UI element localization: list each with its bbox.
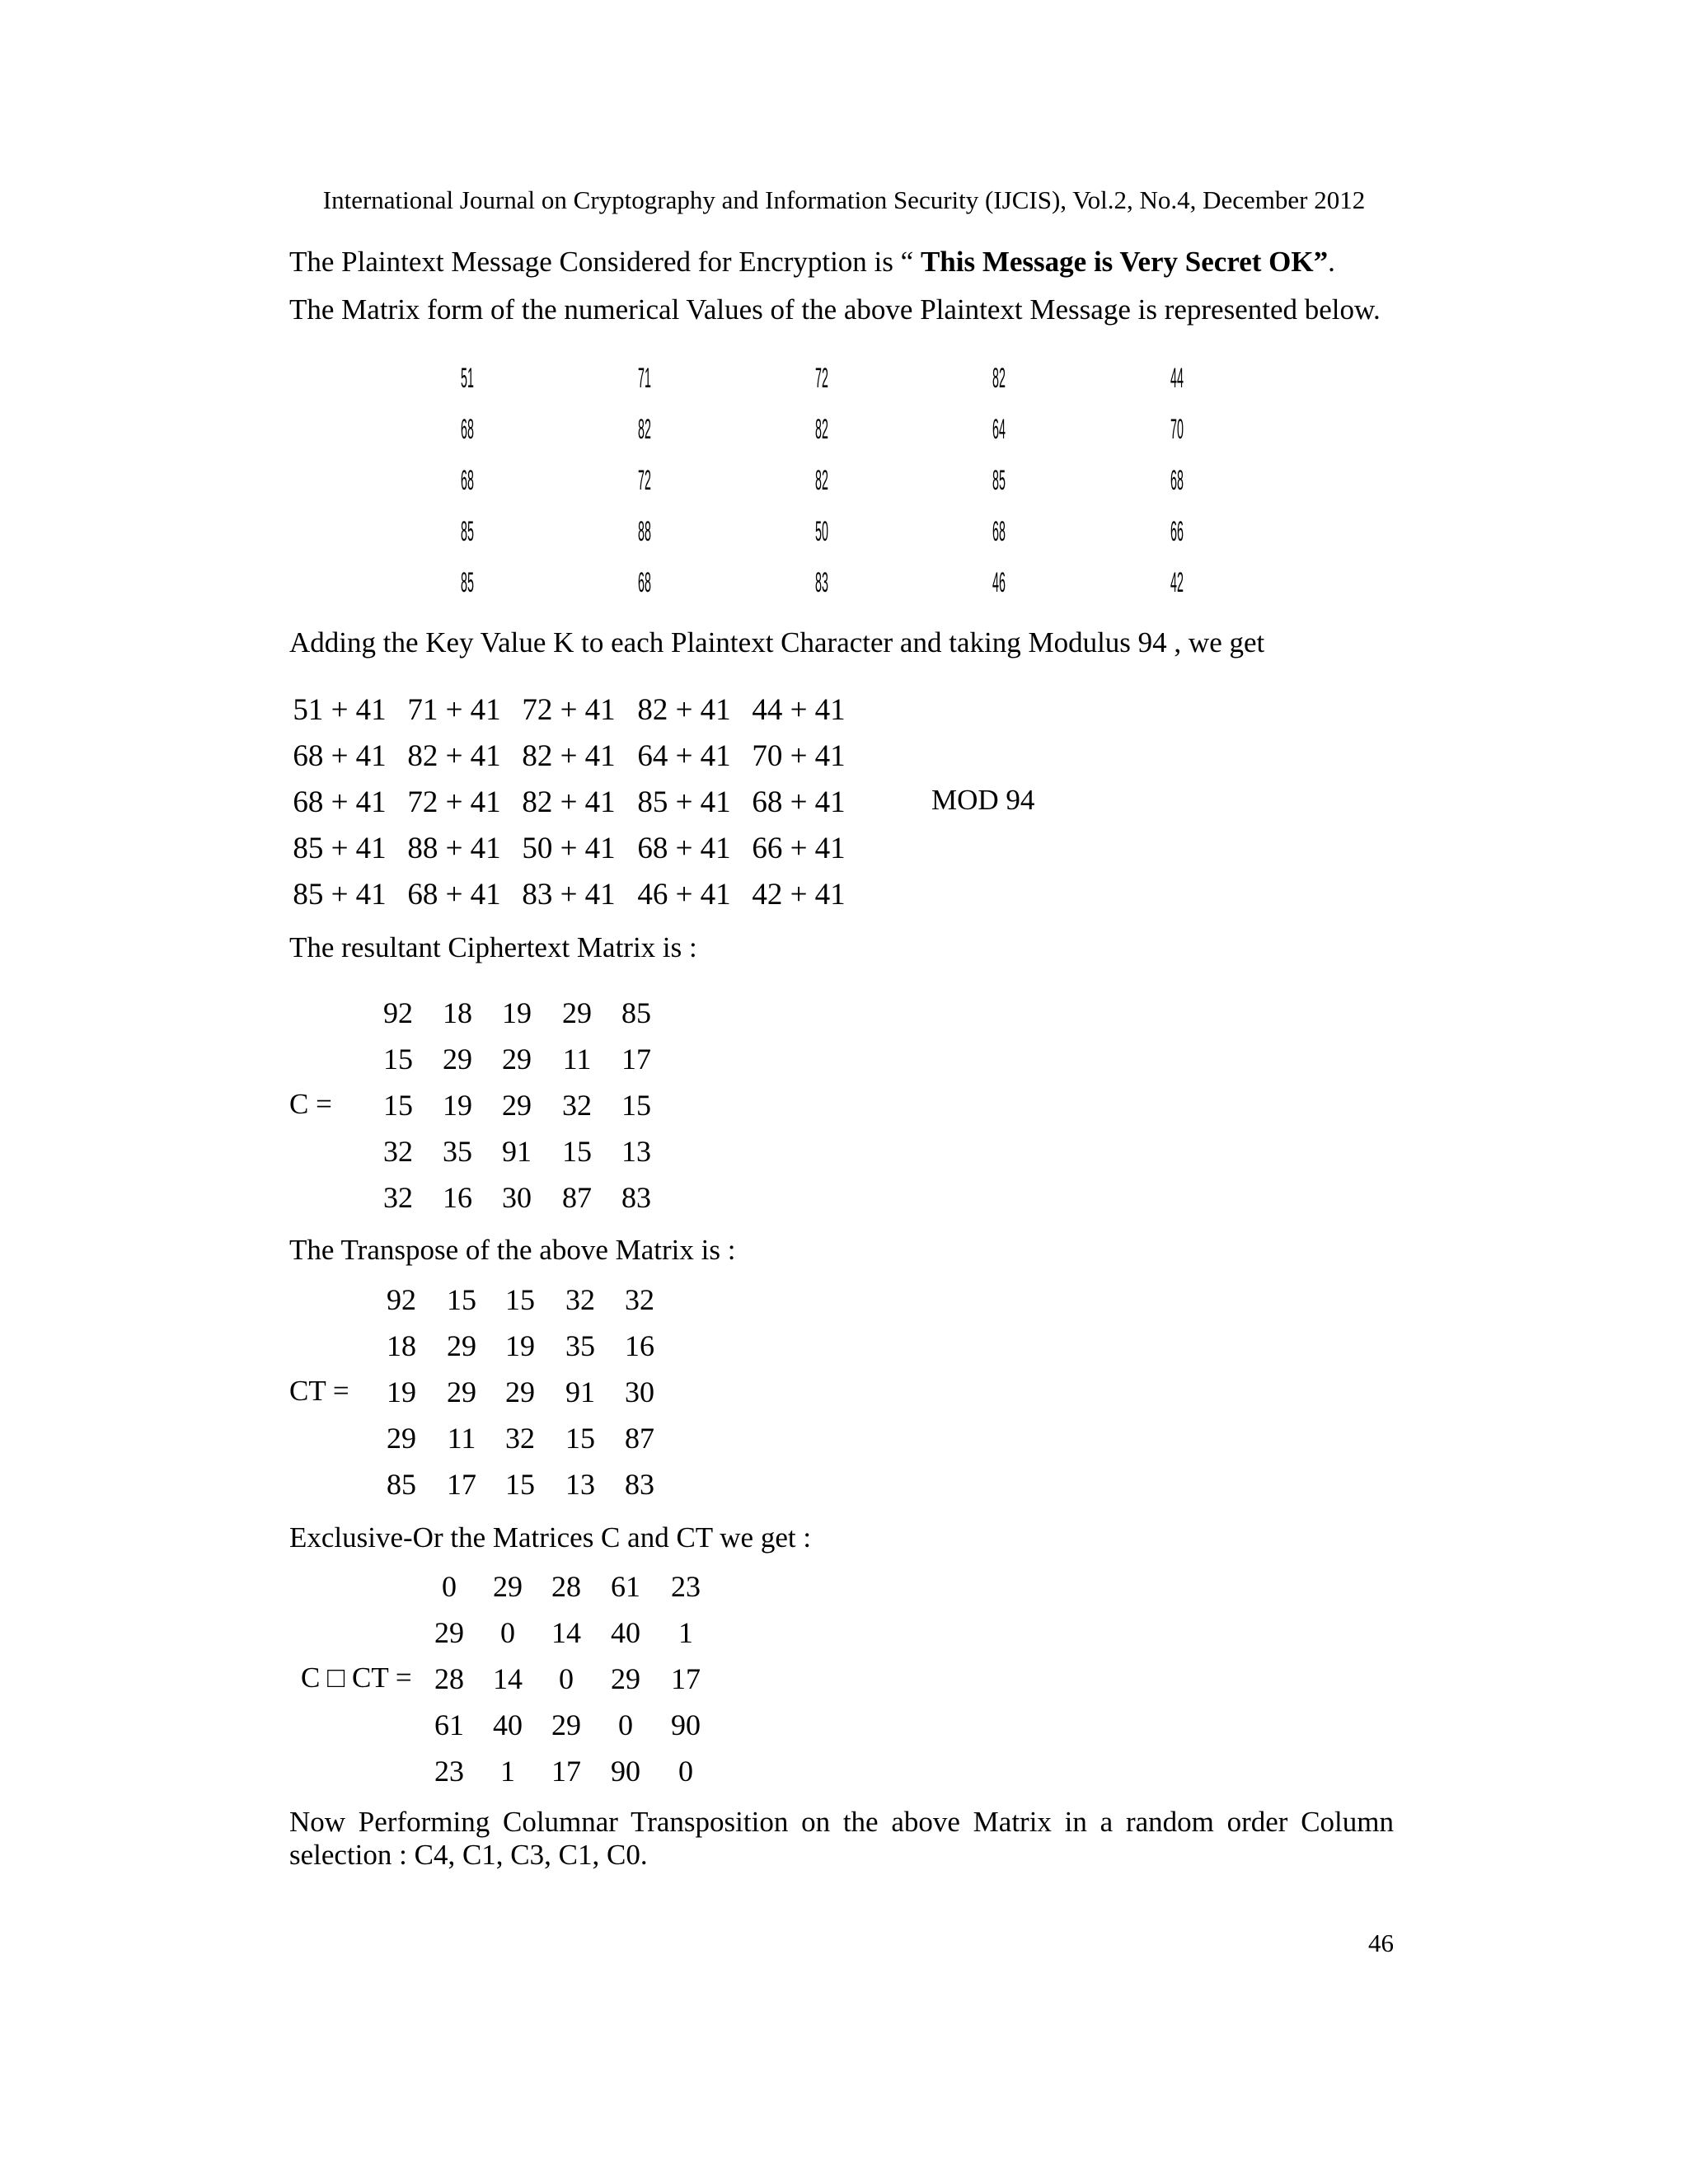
addition-matrix-cell: 44 + 41 bbox=[752, 693, 846, 727]
ciphertext-matrix-cell: 85 bbox=[621, 996, 651, 1029]
xor-matrix-cell: 29 bbox=[434, 1616, 464, 1649]
plaintext-matrix-cell: 44 bbox=[1170, 363, 1184, 394]
plaintext-matrix-cell: 66 bbox=[1170, 516, 1184, 547]
xor-matrix-cell: 29 bbox=[493, 1570, 523, 1603]
running-header: International Journal on Cryptography and Information Security (IJCIS), Vol.2, No.4, December 2012 bbox=[322, 185, 1366, 214]
transpose-matrix-cell: 35 bbox=[565, 1329, 595, 1362]
addition-matrix-cell: 82 + 41 bbox=[522, 739, 616, 773]
xor-label: C □ CT = bbox=[301, 1661, 412, 1694]
addition-matrix-cell: 82 + 41 bbox=[522, 785, 616, 819]
ciphertext-matrix-cell: 15 bbox=[383, 1089, 413, 1122]
xor-matrix-cell: 29 bbox=[611, 1662, 640, 1695]
xor-matrix-cell: 23 bbox=[671, 1570, 701, 1603]
addition-matrix-cell: 64 + 41 bbox=[637, 739, 731, 773]
addition-matrix-cell: 68 + 41 bbox=[637, 832, 731, 865]
ciphertext-matrix-cell: 87 bbox=[562, 1181, 592, 1214]
addition-matrix-cell: 83 + 41 bbox=[522, 878, 616, 912]
xor-matrix-cell: 23 bbox=[434, 1755, 464, 1788]
ciphertext-matrix-cell: 29 bbox=[502, 1043, 532, 1076]
plaintext-matrix-cell: 82 bbox=[638, 414, 651, 445]
plaintext-matrix-cell: 85 bbox=[461, 516, 474, 547]
xor-matrix-cell: 0 bbox=[442, 1570, 457, 1603]
transpose-text: The Transpose of the above Matrix is : bbox=[289, 1234, 736, 1266]
addition-matrix-cell: 72 + 41 bbox=[522, 693, 616, 727]
xor-matrix-cell: 28 bbox=[551, 1570, 581, 1603]
transpose-matrix-cell: 19 bbox=[387, 1376, 416, 1408]
transpose-matrix-cell: 15 bbox=[447, 1283, 476, 1316]
plaintext-matrix-cell: 83 bbox=[815, 567, 828, 598]
addition-matrix-cell: 50 + 41 bbox=[522, 832, 616, 865]
plaintext-matrix-cell: 82 bbox=[815, 414, 828, 445]
ciphertext-matrix-cell: 15 bbox=[383, 1043, 413, 1076]
plaintext-matrix-cell: 82 bbox=[992, 363, 1006, 394]
columnar-transposition-text: Now Performing Columnar Transposition on the above Matrix in a random order Column selection : C4, C1, C3, C1, C0. bbox=[289, 1806, 1394, 1871]
transpose-matrix-cell: 92 bbox=[387, 1283, 416, 1316]
transpose-matrix-cell: 15 bbox=[565, 1422, 595, 1455]
ciphertext-matrix-cell: 13 bbox=[621, 1135, 651, 1168]
xor-matrix-cell: 0 bbox=[618, 1708, 633, 1741]
addition-matrix-cell: 71 + 41 bbox=[407, 693, 501, 727]
transpose-matrix-cell: 18 bbox=[387, 1329, 416, 1362]
addition-matrix-cell: 85 + 41 bbox=[293, 832, 387, 865]
xor-matrix-cell: 1 bbox=[500, 1755, 515, 1788]
ciphertext-matrix-cell: 92 bbox=[383, 996, 413, 1029]
ciphertext-matrix-cell: 17 bbox=[621, 1043, 651, 1076]
transpose-matrix-cell: 11 bbox=[447, 1422, 476, 1455]
addition-matrix-cell: 66 + 41 bbox=[752, 832, 846, 865]
xor-matrix-cell: 1 bbox=[678, 1616, 693, 1649]
addition-matrix-cell: 82 + 41 bbox=[637, 693, 731, 727]
intro-paragraph bbox=[289, 246, 1335, 279]
plaintext-matrix-cell: 70 bbox=[1170, 414, 1184, 445]
ciphertext-matrix-cell: 11 bbox=[562, 1043, 592, 1076]
xor-matrix-cell: 0 bbox=[500, 1616, 515, 1649]
xor-matrix-cell: 90 bbox=[611, 1755, 640, 1788]
addition-matrix-cell: 85 + 41 bbox=[293, 878, 387, 912]
plaintext-matrix-cell: 68 bbox=[992, 516, 1006, 547]
page-number: 46 bbox=[1368, 1929, 1394, 1957]
transpose-matrix-cell: 19 bbox=[505, 1329, 535, 1362]
plaintext-matrix-cell: 51 bbox=[461, 363, 474, 394]
ciphertext-matrix-cell: 29 bbox=[443, 1043, 472, 1076]
addition-matrix-cell: 82 + 41 bbox=[407, 739, 501, 773]
plaintext-matrix-cell: 85 bbox=[461, 567, 474, 598]
transpose-matrix-cell: 32 bbox=[505, 1422, 535, 1455]
transpose-matrix-cell: 29 bbox=[387, 1422, 416, 1455]
xor-matrix-cell: 29 bbox=[551, 1708, 581, 1741]
addition-matrix-cell: 68 + 41 bbox=[752, 785, 846, 819]
transpose-matrix-cell: 32 bbox=[565, 1283, 595, 1316]
addition-matrix-cell: 68 + 41 bbox=[407, 878, 501, 912]
addition-matrix-cell: 68 + 41 bbox=[293, 739, 387, 773]
plaintext-matrix-cell: 68 bbox=[461, 414, 474, 445]
addition-matrix-cell: 68 + 41 bbox=[293, 785, 387, 819]
ciphertext-matrix-cell: 35 bbox=[443, 1135, 472, 1168]
plaintext-matrix-cell: 72 bbox=[815, 363, 828, 394]
ciphertext-matrix-cell: 19 bbox=[443, 1089, 472, 1122]
xor-matrix-cell: 0 bbox=[678, 1755, 693, 1788]
transpose-matrix-cell: 16 bbox=[625, 1329, 654, 1362]
xor-matrix-cell: 40 bbox=[611, 1616, 640, 1649]
xor-matrix-cell: 90 bbox=[671, 1708, 701, 1741]
transpose-matrix-cell: 13 bbox=[565, 1468, 595, 1501]
xor-matrix-cell: 61 bbox=[611, 1570, 640, 1603]
ciphertext-matrix-cell: 15 bbox=[562, 1135, 592, 1168]
intro-suffix: . bbox=[1328, 246, 1335, 278]
plaintext-matrix-cell: 68 bbox=[1170, 465, 1184, 496]
ciphertext-matrix-cell: 29 bbox=[562, 996, 592, 1029]
addition-matrix-cell: 88 + 41 bbox=[407, 832, 501, 865]
transpose-matrix-cell: 29 bbox=[447, 1376, 476, 1408]
transpose-matrix-cell: 15 bbox=[505, 1468, 535, 1501]
xor-matrix-cell: 40 bbox=[493, 1708, 523, 1741]
plaintext-matrix-cell: 71 bbox=[638, 363, 651, 394]
addition-matrix-cell: 72 + 41 bbox=[407, 785, 501, 819]
plaintext-matrix-cell: 64 bbox=[992, 414, 1006, 445]
ciphertext-matrix-cell: 19 bbox=[502, 996, 532, 1029]
ciphertext-matrix-cell: 83 bbox=[621, 1181, 651, 1214]
transpose-matrix-cell: 29 bbox=[505, 1376, 535, 1408]
xor-matrix-cell: 14 bbox=[551, 1616, 581, 1649]
ciphertext-matrix-cell: 91 bbox=[502, 1135, 532, 1168]
adding-text: Adding the Key Value K to each Plaintext Character and taking Modulus 94 , we get bbox=[289, 626, 1265, 658]
ciphertext-matrix-cell: 32 bbox=[383, 1135, 413, 1168]
xor-matrix-cell: 28 bbox=[434, 1662, 464, 1695]
addition-matrix-cell: 85 + 41 bbox=[637, 785, 731, 819]
transpose-matrix-cell: 17 bbox=[447, 1468, 476, 1501]
xor-matrix-cell: 17 bbox=[671, 1662, 701, 1695]
ciphertext-matrix-cell: 32 bbox=[383, 1181, 413, 1214]
addition-matrix-cell: 51 + 41 bbox=[293, 693, 387, 727]
ct-label: CT = bbox=[289, 1375, 349, 1407]
ciphertext-matrix-cell: 18 bbox=[443, 996, 472, 1029]
plaintext-matrix-cell: 68 bbox=[638, 567, 651, 598]
plaintext-message: This Message is Very Secret OK” bbox=[920, 246, 1329, 278]
matrix-intro-text: The Matrix form of the numerical Values of the above Plaintext Message is represented below. bbox=[289, 293, 1381, 326]
mod-label: MOD 94 bbox=[931, 784, 1035, 816]
transpose-matrix-cell: 15 bbox=[505, 1283, 535, 1316]
ciphertext-matrix-cell: 15 bbox=[621, 1089, 651, 1122]
c-label: C = bbox=[289, 1088, 332, 1120]
plaintext-matrix-cell: 68 bbox=[461, 465, 474, 496]
plaintext-matrix-cell: 85 bbox=[992, 465, 1006, 496]
xor-matrix-cell: 14 bbox=[493, 1662, 523, 1695]
ciphertext-matrix-cell: 32 bbox=[562, 1089, 592, 1122]
transpose-matrix-cell: 85 bbox=[387, 1468, 416, 1501]
ciphertext-text: The resultant Ciphertext Matrix is : bbox=[289, 931, 697, 963]
addition-matrix-cell: 42 + 41 bbox=[752, 878, 846, 912]
ciphertext-matrix-cell: 16 bbox=[443, 1181, 472, 1214]
addition-matrix-cell: 46 + 41 bbox=[637, 878, 731, 912]
plaintext-matrix-cell: 82 bbox=[815, 465, 828, 496]
plaintext-matrix-cell: 88 bbox=[638, 516, 651, 547]
addition-matrix-cell: 70 + 41 bbox=[752, 739, 846, 773]
ciphertext-matrix-cell: 29 bbox=[502, 1089, 532, 1122]
plaintext-matrix-cell: 46 bbox=[992, 567, 1006, 598]
transpose-matrix-cell: 91 bbox=[565, 1376, 595, 1408]
xor-matrix-cell: 17 bbox=[551, 1755, 581, 1788]
transpose-matrix-cell: 29 bbox=[447, 1329, 476, 1362]
transpose-matrix-cell: 83 bbox=[625, 1468, 654, 1501]
xor-matrix-cell: 61 bbox=[434, 1708, 464, 1741]
transpose-matrix-cell: 30 bbox=[625, 1376, 654, 1408]
transpose-matrix-cell: 87 bbox=[625, 1422, 654, 1455]
xor-text: Exclusive-Or the Matrices C and CT we get : bbox=[289, 1521, 812, 1554]
transpose-matrix-cell: 32 bbox=[625, 1283, 654, 1316]
intro-prefix: The Plaintext Message Considered for Encryption is “ bbox=[289, 246, 921, 278]
ciphertext-matrix-cell: 30 bbox=[502, 1181, 532, 1214]
xor-matrix-cell: 0 bbox=[559, 1662, 574, 1695]
plaintext-matrix-cell: 42 bbox=[1170, 567, 1184, 598]
plaintext-matrix-cell: 72 bbox=[638, 465, 651, 496]
plaintext-matrix-cell: 50 bbox=[815, 516, 828, 547]
